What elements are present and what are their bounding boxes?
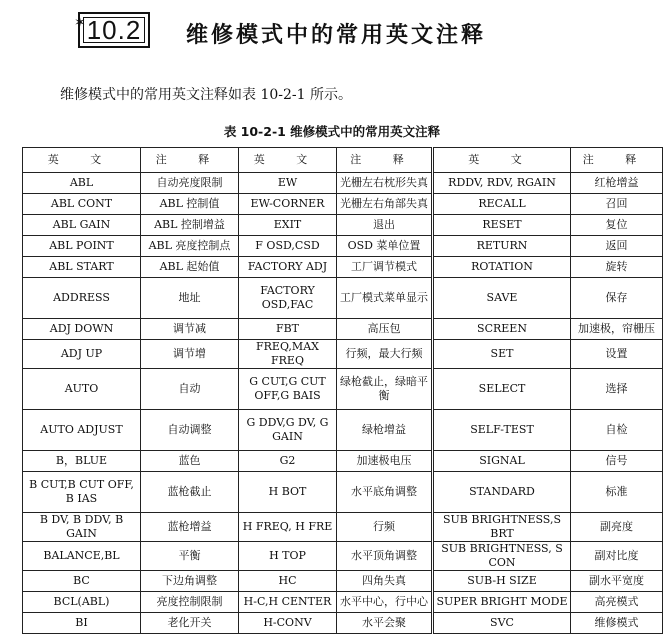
cell-note: 选择 [571,369,663,410]
cell-term: ABL CONT [23,194,141,215]
table-row [23,451,663,472]
header-english: 英 文 [433,148,571,173]
header-english: 英 文 [23,148,141,173]
cell-note: 水平顶角调整 [337,542,433,571]
cell-note: 红枪增益 [571,173,663,194]
intro-paragraph: 维修模式中的常用英文注释如表 10-2-1 所示。 [60,87,352,103]
cell-term: BC [23,571,141,592]
cell-note: 地址 [141,278,239,319]
cell-note: 调节增 [141,340,239,369]
table-row [23,513,663,542]
cell-note: 绿枪增益 [337,410,433,451]
section-title: 维修模式中的常用英文注释 [186,23,487,48]
cell-term: G DDV,G DV, G GAIN [239,410,337,451]
cell-note: ABL 亮度控制点 [141,236,239,257]
cell-note: 信号 [571,451,663,472]
table-row [23,613,663,634]
cell-term: ADDRESS [23,278,141,319]
cell-note: 水平会聚 [337,613,433,634]
cell-note: ABL 控制增益 [141,215,239,236]
cell-term: ABL START [23,257,141,278]
table-row [23,369,663,410]
cell-note: 平衡 [141,542,239,571]
table-row [23,472,663,513]
cell-term: RESET [433,215,571,236]
cell-term: ABL GAIN [23,215,141,236]
cell-term: F OSD,CSD [239,236,337,257]
cell-term: EXIT [239,215,337,236]
cell-note: 光栅左右角部失真 [337,194,433,215]
cell-note: 加速极电压 [337,451,433,472]
cell-note: 标准 [571,472,663,513]
star-icon: ✶ [74,14,87,30]
table-header-row [23,148,663,173]
terms-table [22,147,663,634]
cell-note: 副对比度 [571,542,663,571]
cell-note: 下边角调整 [141,571,239,592]
cell-term: B CUT,B CUT OFF, B IAS [23,472,141,513]
cell-term: SELECT [433,369,571,410]
cell-term: SUPER BRIGHT MODE [433,592,571,613]
cell-term: RETURN [433,236,571,257]
cell-term: BI [23,613,141,634]
cell-term: SUB BRIGHTNESS,S BRT [433,513,571,542]
table-caption: 表 10-2-1 维修模式中的常用英文注释 [223,124,441,139]
section-number-box [74,12,150,48]
cell-term: B，BLUE [23,451,141,472]
cell-note: 加速极，帘栅压 [571,319,663,340]
cell-term: SUB-H SIZE [433,571,571,592]
header-note: 注 释 [337,148,433,173]
cell-term: G CUT,G CUT OFF,G BAIS [239,369,337,410]
cell-note: 自动 [141,369,239,410]
section-number: 10.2 [86,15,142,45]
table-row [23,319,663,340]
cell-term: STANDARD [433,472,571,513]
header-note: 注 释 [141,148,239,173]
cell-note: 自检 [571,410,663,451]
cell-note: 老化开关 [141,613,239,634]
cell-note: 水平底角调整 [337,472,433,513]
cell-term: ABL POINT [23,236,141,257]
cell-term: BCL(ABL) [23,592,141,613]
cell-note: 高压包 [337,319,433,340]
cell-term: AUTO ADJUST [23,410,141,451]
cell-note: 维修模式 [571,613,663,634]
cell-term: G2 [239,451,337,472]
cell-term: HC [239,571,337,592]
cell-term: SUB BRIGHTNESS, S CON [433,542,571,571]
cell-term: SET [433,340,571,369]
cell-term: H TOP [239,542,337,571]
cell-term: B DV, B DDV, B GAIN [23,513,141,542]
cell-term: RDDV, RDV, RGAIN [433,173,571,194]
cell-term: EW [239,173,337,194]
cell-term: ADJ DOWN [23,319,141,340]
cell-term: H-C,H CENTER [239,592,337,613]
table-row [23,257,663,278]
cell-note: 光栅左右枕形失真 [337,173,433,194]
cell-note: 蓝枪截止 [141,472,239,513]
cell-note: 复位 [571,215,663,236]
cell-note: 召回 [571,194,663,215]
cell-note: 保存 [571,278,663,319]
cell-term: SELF-TEST [433,410,571,451]
cell-note: 亮度控制限制 [141,592,239,613]
cell-note: 工厂模式菜单显示 [337,278,433,319]
cell-term: FACTORY OSD,FAC [239,278,337,319]
cell-term: SVC [433,613,571,634]
cell-term: RECALL [433,194,571,215]
cell-note: 蓝色 [141,451,239,472]
cell-note: 行频 [337,513,433,542]
cell-note: 调节减 [141,319,239,340]
cell-note: 蓝枪增益 [141,513,239,542]
cell-term: FREQ,MAX FREQ [239,340,337,369]
cell-term: ROTATION [433,257,571,278]
cell-note: OSD 菜单位置 [337,236,433,257]
cell-note: 设置 [571,340,663,369]
cell-note: 高亮模式 [571,592,663,613]
cell-note: 水平中心，行中心 [337,592,433,613]
cell-term: EW-CORNER [239,194,337,215]
table-row [23,542,663,571]
cell-term: H BOT [239,472,337,513]
header-note: 注 释 [571,148,663,173]
table-row [23,278,663,319]
cell-term: AUTO [23,369,141,410]
cell-term: FBT [239,319,337,340]
cell-note: 自动亮度限制 [141,173,239,194]
cell-note: 副水平宽度 [571,571,663,592]
table-row [23,410,663,451]
cell-term: H FREQ, H FRE [239,513,337,542]
cell-note: 副亮度 [571,513,663,542]
table-row [23,236,663,257]
table-row [23,194,663,215]
table-row [23,592,663,613]
cell-term: H-CONV [239,613,337,634]
cell-note: ABL 控制值 [141,194,239,215]
cell-term: ABL [23,173,141,194]
header-english: 英 文 [239,148,337,173]
cell-note: 工厂调节模式 [337,257,433,278]
cell-note: 行频，最大行频 [337,340,433,369]
cell-note: 四角失真 [337,571,433,592]
table-row [23,340,663,369]
cell-term: FACTORY ADJ [239,257,337,278]
cell-note: ABL 起始值 [141,257,239,278]
cell-note: 绿枪截止，绿暗平衡 [337,369,433,410]
cell-note: 返回 [571,236,663,257]
table-row [23,215,663,236]
cell-term: SCREEN [433,319,571,340]
cell-note: 自动调整 [141,410,239,451]
table-row [23,571,663,592]
cell-term: SIGNAL [433,451,571,472]
cell-note: 退出 [337,215,433,236]
cell-term: SAVE [433,278,571,319]
cell-term: BALANCE,BL [23,542,141,571]
cell-term: ADJ UP [23,340,141,369]
table-row [23,173,663,194]
cell-note: 旋转 [571,257,663,278]
